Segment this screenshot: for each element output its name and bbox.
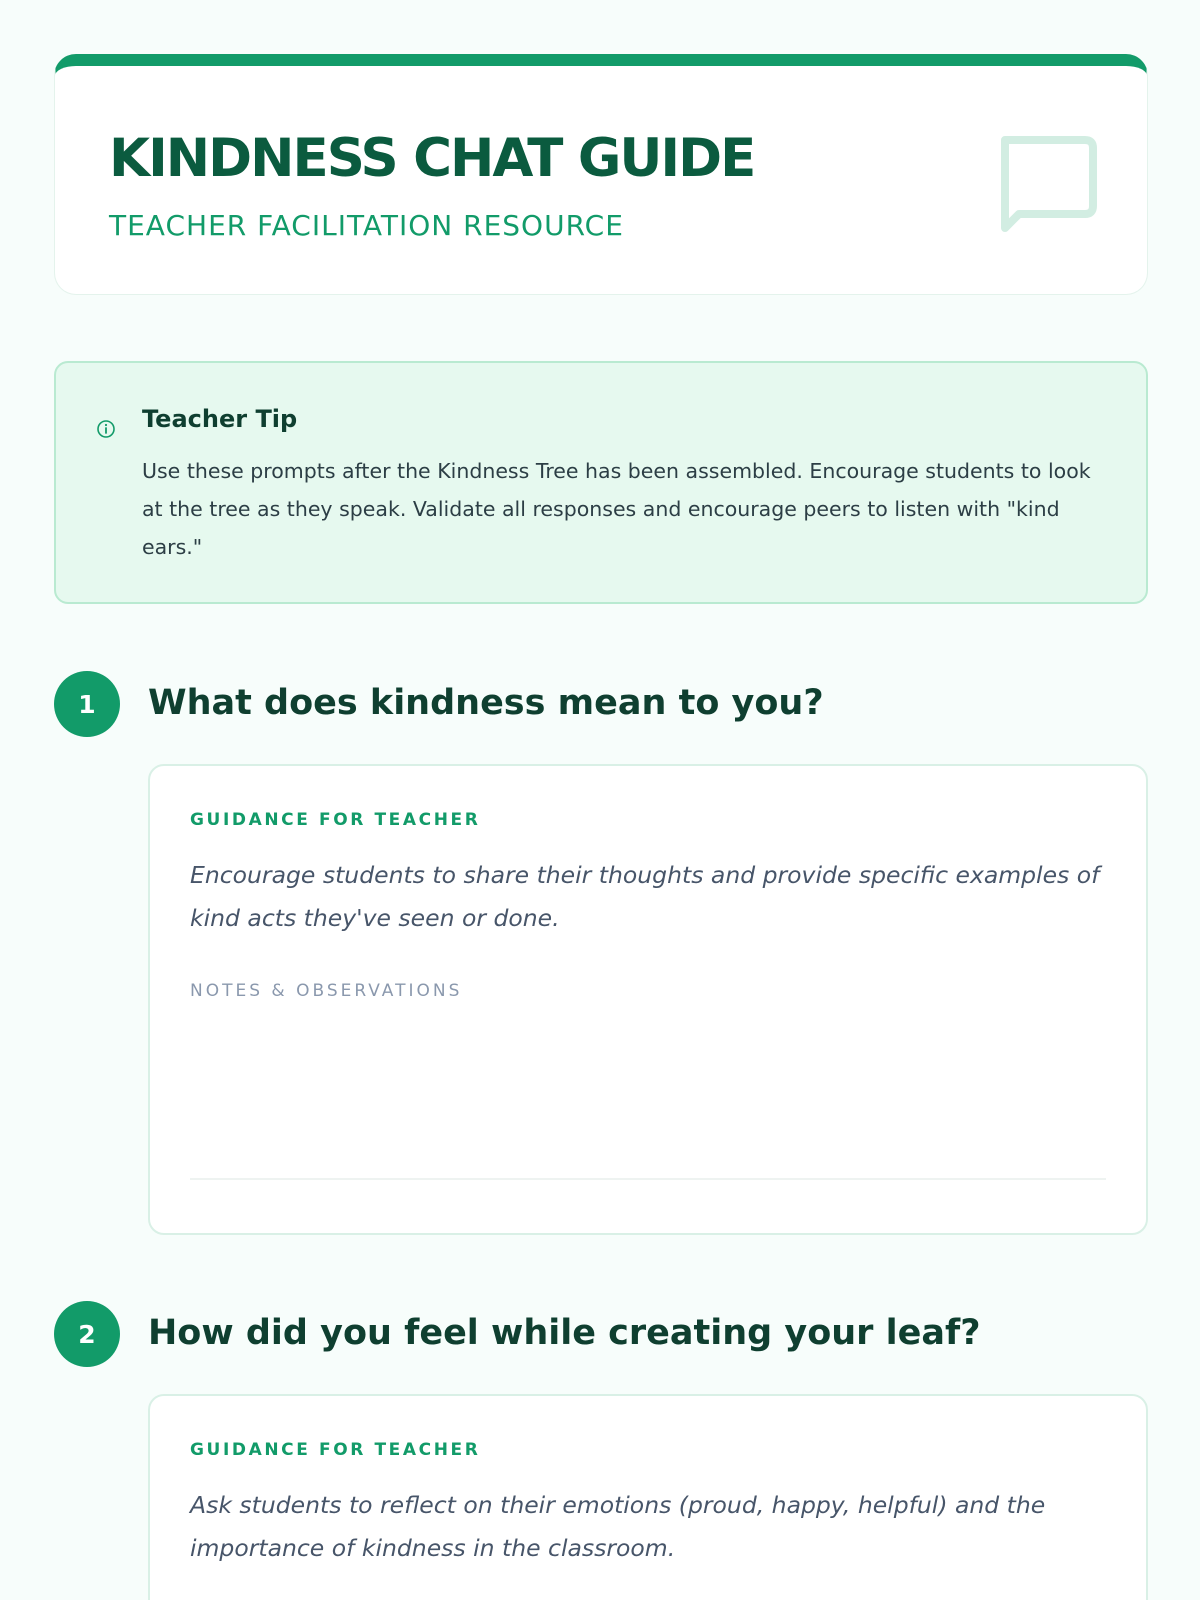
- guidance-label: GUIDANCE FOR TEACHER: [190, 1440, 481, 1460]
- header-card: [54, 54, 1148, 295]
- question-title: How did you feel while creating your leaf?: [148, 1313, 981, 1353]
- question-card: [148, 1394, 1148, 1600]
- question-card: [148, 764, 1148, 1235]
- chat-bubble-icon: [989, 134, 1099, 236]
- info-icon: [96, 419, 116, 439]
- guidance-label: GUIDANCE FOR TEACHER: [190, 810, 481, 830]
- guidance-text: Ask students to reflect on their emotions (proud, happy, helpful) and the importance of kindness in the classroom.: [190, 1491, 1046, 1562]
- guidance-text: Encourage students to share their thoughts and provide specific examples of kind acts they've seen or done.: [190, 861, 1100, 932]
- notes-label: NOTES & OBSERVATIONS: [190, 981, 463, 1001]
- page-subtitle: TEACHER FACILITATION RESOURCE: [109, 209, 624, 242]
- teacher-tip: [54, 361, 1148, 604]
- question-number-badge: 2: [54, 1301, 120, 1367]
- tip-title: Teacher Tip: [142, 405, 298, 433]
- tip-text: Use these prompts after the Kindness Tree has been assembled. Encourage students to look at the tree as they speak. Validate all responses and encourage peers to listen with "kind ears.": [142, 459, 1091, 559]
- question-title: What does kindness mean to you?: [148, 683, 824, 723]
- notes-field[interactable]: [190, 1012, 1106, 1180]
- question-number-badge: 1: [54, 671, 120, 737]
- page-title: KINDNESS CHAT GUIDE: [109, 128, 755, 189]
